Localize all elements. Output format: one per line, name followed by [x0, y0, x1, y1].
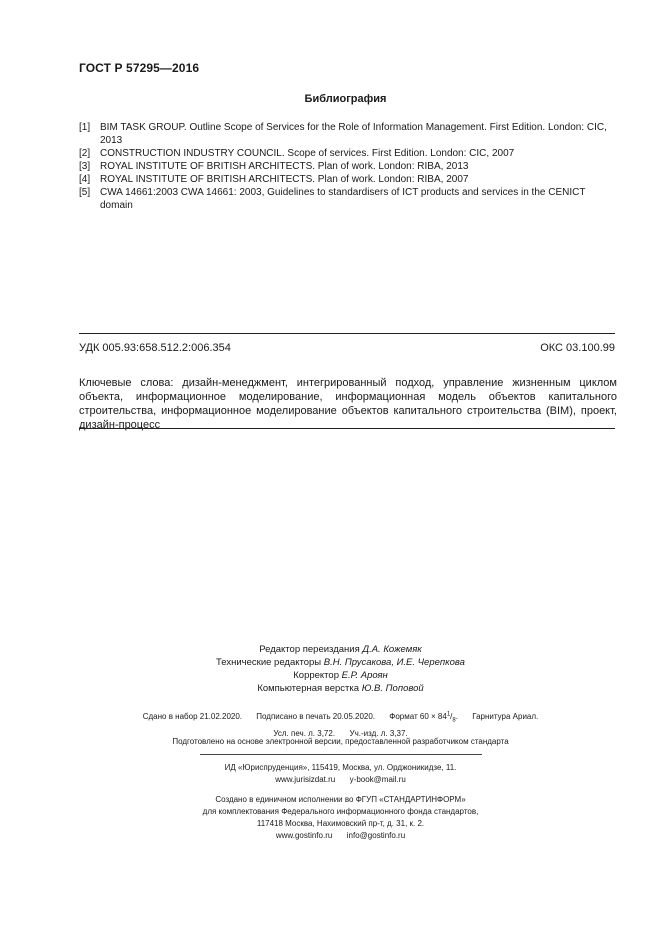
entry-number: [4]	[79, 174, 91, 185]
typeface: Гарнитура Ариал.	[472, 711, 539, 721]
entry-number: [3]	[79, 161, 91, 172]
printer-email-link[interactable]: info@gostinfo.ru	[346, 831, 406, 840]
prepared-note: Подготовлено на основе электронной версии, предоставленной разработчиком стандарта	[172, 737, 509, 746]
entry-text: CWA 14661:2003 CWA 14661: 2003, Guidelines to standardisers of ICT products and services in the CENICT domain	[100, 187, 586, 211]
publisher-block	[0, 762, 661, 786]
bibliography-list	[79, 121, 619, 212]
standard-number: ГОСТ Р 57295—2016	[79, 61, 200, 75]
printer-site-link[interactable]: www.gostinfo.ru	[275, 831, 333, 840]
credit-label: Редактор переиздания	[259, 644, 360, 655]
credit-label: Корректор	[293, 670, 339, 681]
entry-number: [1]	[79, 122, 91, 133]
credit-corrector	[20, 669, 661, 682]
credit-label: Компьютерная верстка	[257, 683, 360, 694]
printer-contacts	[20, 830, 661, 842]
imprint-block	[0, 708, 661, 740]
bibliography-entry	[79, 173, 619, 186]
credit-person: Е.Р. Ароян	[341, 670, 388, 681]
entry-text: ROYAL INSTITUTE OF BRITISH ARCHITECTS. Plan of work. London: RIBA, 2007	[100, 174, 469, 185]
top-divider	[79, 333, 615, 334]
publisher-address: ИД «Юриспруденция», 115419, Москва, ул. Орджоникидзе, 11.	[224, 763, 457, 772]
entry-text: BIM TASK GROUP. Outline Scope of Services for the Role of Information Management. First Edition. London: CIC, 2013	[100, 122, 607, 146]
entry-text: CONSTRUCTION INDUSTRY COUNCIL. Scope of services. First Edition. London: CIC, 2007	[100, 148, 515, 159]
publ-sheets: Уч.-изд. л. 3,37.	[349, 729, 408, 739]
bibliography-entry	[79, 121, 619, 147]
entry-number: [5]	[79, 187, 91, 198]
bibliography-entry	[79, 186, 619, 212]
entry-text: ROYAL INSTITUTE OF BRITISH ARCHITECTS. Plan of work. London: RIBA, 2013	[100, 161, 469, 172]
credit-person: Ю.В. Поповой	[361, 683, 424, 694]
printer-block	[0, 794, 661, 842]
imprint-row	[20, 708, 661, 727]
credit-editor	[20, 643, 661, 656]
signed-date: Подписано в печать 20.05.2020.	[256, 711, 376, 721]
printer-line: для комплектования Федерального информационного фонда стандартов,	[202, 807, 479, 816]
submitted-date: Сдано в набор 21.02.2020.	[142, 711, 243, 721]
paper-format: Формат $60 \times 84^1/_8$.	[389, 711, 458, 724]
credit-person: Д.А. Кожемяк	[362, 644, 422, 655]
section-title: Библиография	[304, 93, 387, 105]
credit-tech-editors	[20, 656, 661, 669]
credit-label: Технические редакторы	[216, 657, 322, 668]
publisher-site-link[interactable]: www.jurisizdat.ru	[275, 775, 336, 784]
credits-block	[0, 643, 661, 695]
imprint-divider	[200, 754, 482, 755]
bibliography-entry	[79, 147, 619, 160]
oks-code: ОКС 03.100.99	[540, 342, 615, 354]
publisher-email-link[interactable]: y-book@mail.ru	[349, 775, 406, 784]
udc-code: УДК 005.93:658.512.2:006.354	[79, 342, 231, 354]
printer-line: Создано в единичном исполнении во ФГУП «СТАНДАРТИНФОРМ»	[215, 795, 466, 804]
keywords: Ключевые слова: дизайн-менеджмент, интегрированный подход, управление жизненным циклом объекта, информационное моделирование, информационная модель объектов капитального строительства, информационное моделирование объектов капитального строительства (BIM), проект, дизайн-процесс	[79, 377, 617, 431]
credit-person: В.Н. Прусакова, И.Е. Черепкова	[323, 657, 465, 668]
printer-address: 117418 Москва, Нахимовский пр-т, д. 31, к. 2.	[256, 819, 425, 828]
bottom-divider	[79, 428, 615, 429]
bibliography-entry	[79, 160, 619, 173]
print-sheets: Усл. печ. л. 3,72.	[273, 729, 336, 739]
entry-number: [2]	[79, 148, 91, 159]
credit-layout	[20, 682, 661, 695]
publisher-contacts	[20, 774, 661, 786]
